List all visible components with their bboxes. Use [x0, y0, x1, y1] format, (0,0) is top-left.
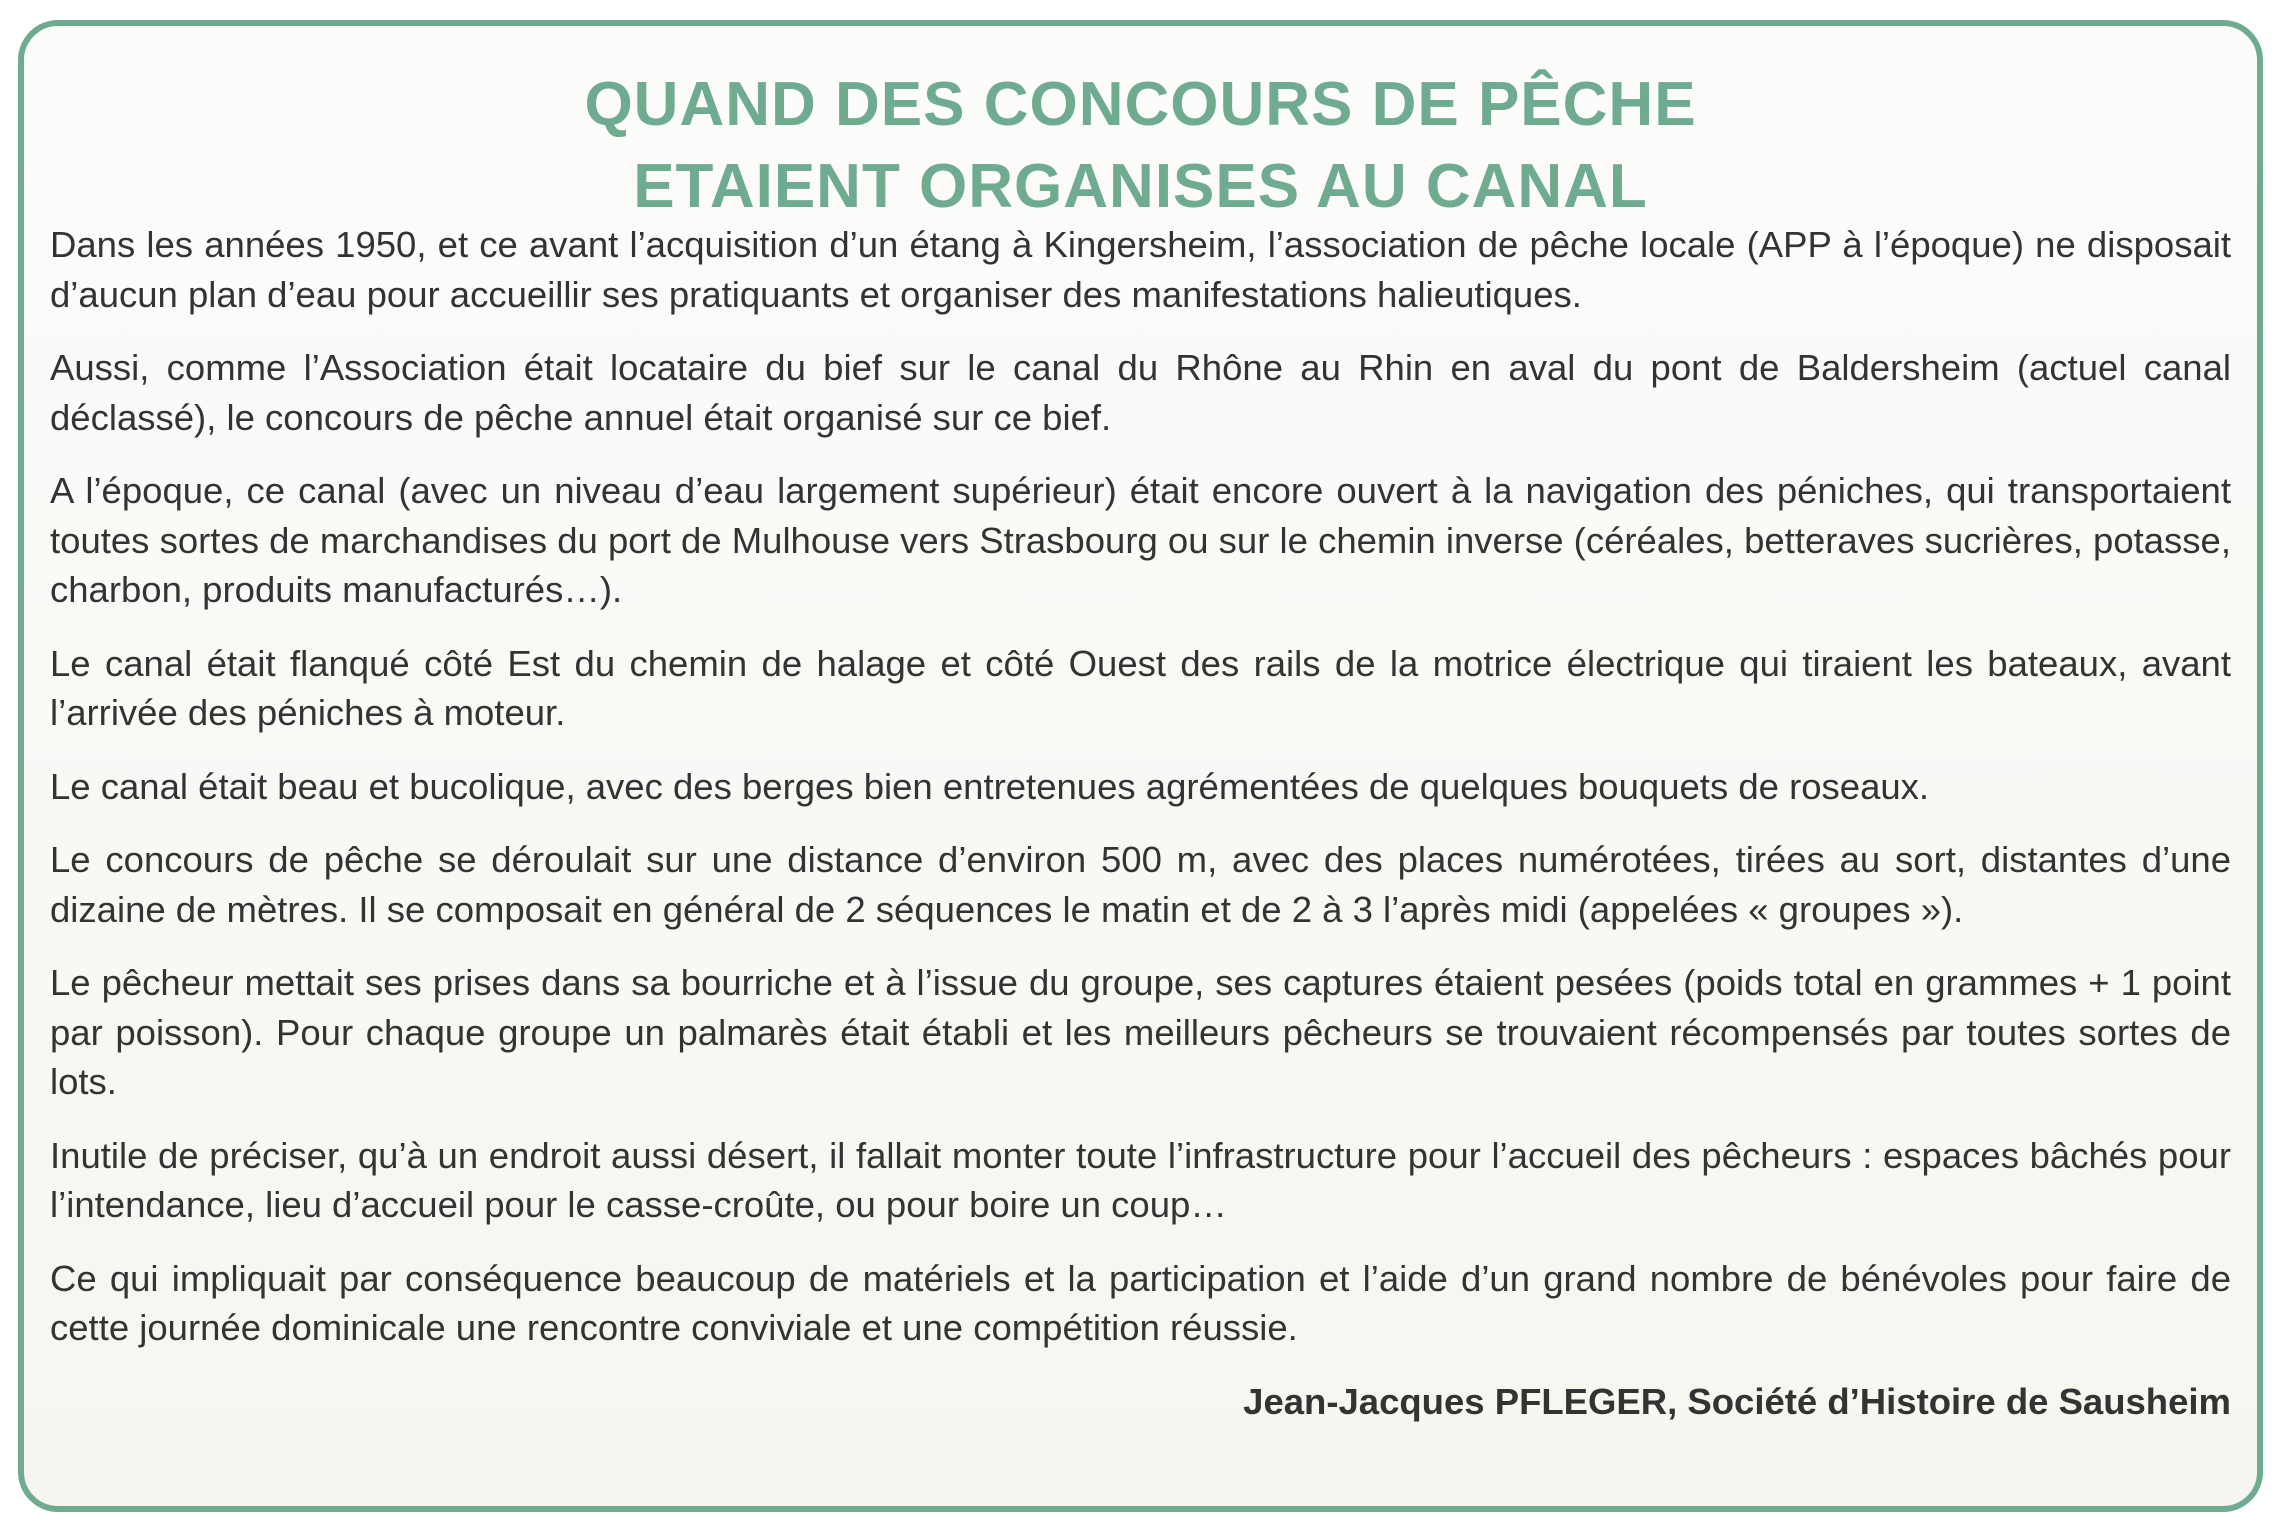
author-signature: Jean-Jacques PFLEGER, Société d’Histoire de Sausheim: [1243, 1380, 2231, 1422]
paragraph-9: Ce qui impliquait par conséquence beaucoup de matériels et la participation et l’aide d’un grand nombre de bénévoles pour faire de cette journée dominicale une rencontre conviviale et une compétition réussie.: [50, 1257, 2231, 1348]
paragraph-7: Le pêcheur mettait ses prises dans sa bourriche et à l’issue du groupe, ses captures étaient pesées (poids total en grammes + 1 point par poisson). Pour chaque groupe un palmarès était établi et les meilleurs pêcheurs se trouvaient récompensés par toutes sortes de lots.: [50, 962, 2231, 1102]
paragraph-6: Le concours de pêche se déroulait sur une distance d’environ 500 m, avec des places numérotées, tirées au sort, distantes d’une dizaine de mètres. Il se composait en général de 2 séquences le matin et de 2 à 3 l’après midi (appelées « groupes »).: [50, 839, 2231, 930]
article-panel: [18, 20, 2263, 1512]
paragraph-5: Le canal était beau et bucolique, avec des berges bien entretenues agrémentées de quelques bouquets de roseaux.: [50, 765, 1930, 807]
paragraph-8: Inutile de préciser, qu’à un endroit aussi désert, il fallait monter toute l’infrastructure pour l’accueil des pêcheurs : espaces bâchés pour l’intendance, lieu d’accueil pour le casse-croûte, ou pour boire un coup…: [50, 1134, 2231, 1225]
paragraph-2: Aussi, comme l’Association était locataire du bief sur le canal du Rhône au Rhin en aval du pont de Baldersheim (actuel canal déclassé), le concours de pêche annuel était organisé sur ce bief.: [50, 347, 2231, 438]
paragraph-3: A l’époque, ce canal (avec un niveau d’eau largement supérieur) était encore ouvert à la navigation des péniches, qui transportaient toutes sortes de marchandises du port de Mulhouse vers Strasbourg ou sur le chemin inverse (céréales, betteraves sucrières, potasse, charbon, produits manufacturés…).: [50, 470, 2231, 610]
article-title: [24, 64, 2257, 228]
article-body: [50, 220, 2231, 1426]
title-line-2: ETAIENT ORGANISES AU CANAL: [633, 152, 1648, 221]
title-line-1: QUAND DES CONCOURS DE PÊCHE: [584, 70, 1697, 139]
paragraph-1: Dans les années 1950, et ce avant l’acquisition d’un étang à Kingersheim, l’association de pêche locale (APP à l’époque) ne disposait d’aucun plan d’eau pour accueillir ses pratiquants et organiser des manifestations halieutiques.: [50, 224, 2231, 315]
paragraph-4: Le canal était flanqué côté Est du chemin de halage et côté Ouest des rails de la motrice électrique qui tiraient les bateaux, avant l’arrivée des péniches à moteur.: [50, 642, 2231, 733]
